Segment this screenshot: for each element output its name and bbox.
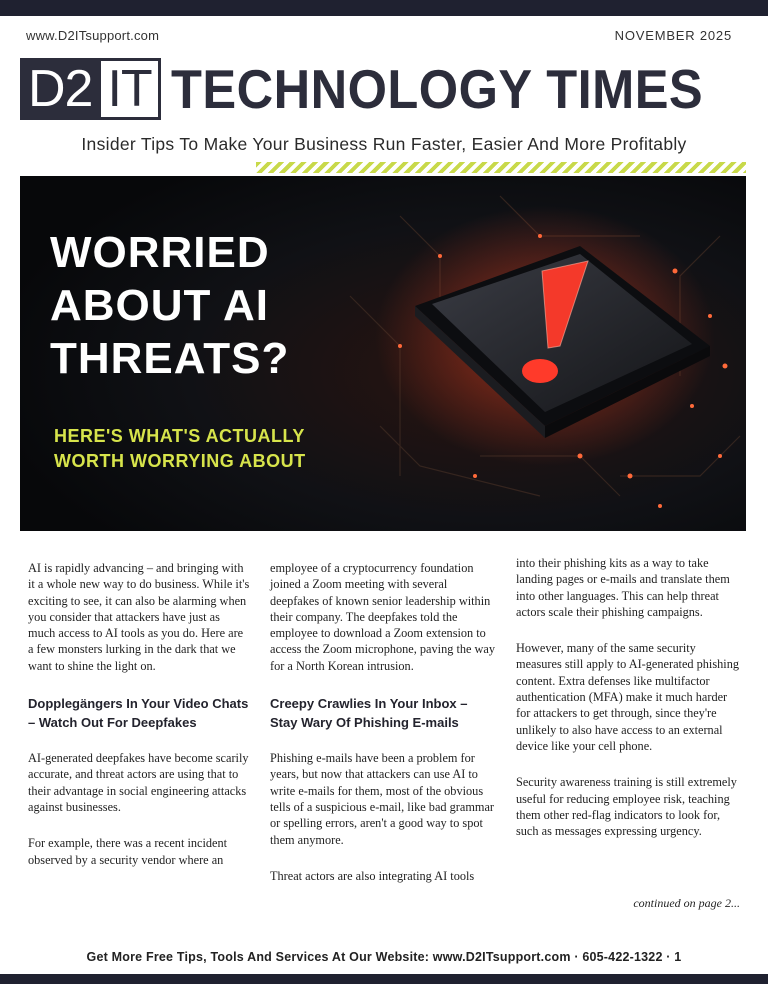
hero-subheadline: HERE'S WHAT'S ACTUALLY WORTH WORRYING ABOUT bbox=[54, 426, 306, 471]
newsletter-title: TECHNOLOGY TIMES bbox=[170, 58, 703, 120]
paragraph: For example, there was a recent incident observed by a security vendor where an bbox=[28, 836, 228, 867]
paragraph: into their phishing kits as a way to take landing pages or e-mails and translate them into other languages. This can help threat actors scale their phishing campaigns. bbox=[516, 556, 730, 619]
hero-headline: WORRIED ABOUT AI THREATS? bbox=[50, 228, 290, 383]
article-intro: AI is rapidly advancing – and bringing with it a whole new way to do business. While it's exciting to see, it can also be alarming when you consider that attackers have just as much access to AI tools as you do. Here are a few monsters lurking in the dark that we want to shine the light on. bbox=[28, 561, 250, 673]
paragraph: AI-generated deepfakes have become scarily accurate, and threat actors are using that to their advantage in social engineering attacks against businesses. bbox=[28, 751, 249, 814]
section-heading-phishing: Creepy Crawlies In Your Inbox – Stay Wary Of Phishing E-mails bbox=[270, 696, 468, 731]
bottom-bar bbox=[0, 974, 768, 984]
section-heading-deepfakes: Dopplegängers In Your Video Chats – Watch Out For Deepfakes bbox=[28, 696, 249, 731]
article-column-3 bbox=[516, 555, 744, 859]
top-bar bbox=[0, 0, 768, 16]
logo-d2: D2 bbox=[20, 58, 98, 120]
hero-banner bbox=[20, 176, 746, 531]
footer-text: Get More Free Tips, Tools And Services At Our Website: www.D2ITsupport.com · 605-422-1322 · 1 bbox=[86, 950, 682, 964]
site-url: www.D2ITsupport.com bbox=[26, 28, 160, 43]
logo-it: IT bbox=[98, 58, 160, 120]
tagline: Insider Tips To Make Your Business Run Faster, Easier And More Profitably bbox=[81, 134, 687, 154]
hatch-divider bbox=[256, 162, 746, 173]
d2it-logo bbox=[20, 58, 161, 120]
article-column-1 bbox=[28, 560, 250, 888]
paragraph: employee of a cryptocurrency foundation joined a Zoom meeting with several deepfakes of known senior leadership within their company. The deepfakes told the employee to download a Zoom extension to access the Zoom microphone, paving the way for a North Korean intrusion. bbox=[270, 561, 496, 673]
continued-note: continued on page 2... bbox=[633, 896, 740, 910]
masthead bbox=[20, 56, 749, 122]
paragraph: Threat actors are also integrating AI tools bbox=[270, 868, 475, 883]
issue-date: NOVEMBER 2025 bbox=[614, 28, 732, 43]
article-column-2 bbox=[270, 560, 496, 904]
paragraph: Phishing e-mails have been a problem for years, but now that attackers can use AI to write e-mails for them, most of the obvious tells of a suspicious e-mail, like bad grammar or spelling errors, aren't a good way to spot them anymore. bbox=[270, 751, 495, 847]
paragraph: However, many of the same security measures still apply to AI-generated phishing content. Extra defenses like multifactor authentication (MFA) make it much harder for attackers to get through, since they're unlikely to also have access to an external device like your cell phone. bbox=[516, 641, 740, 753]
paragraph: Security awareness training is still extremely useful for reducing employee risk, teaching them other red-flag indicators to look for, such as messages expressing urgency. bbox=[516, 775, 737, 839]
